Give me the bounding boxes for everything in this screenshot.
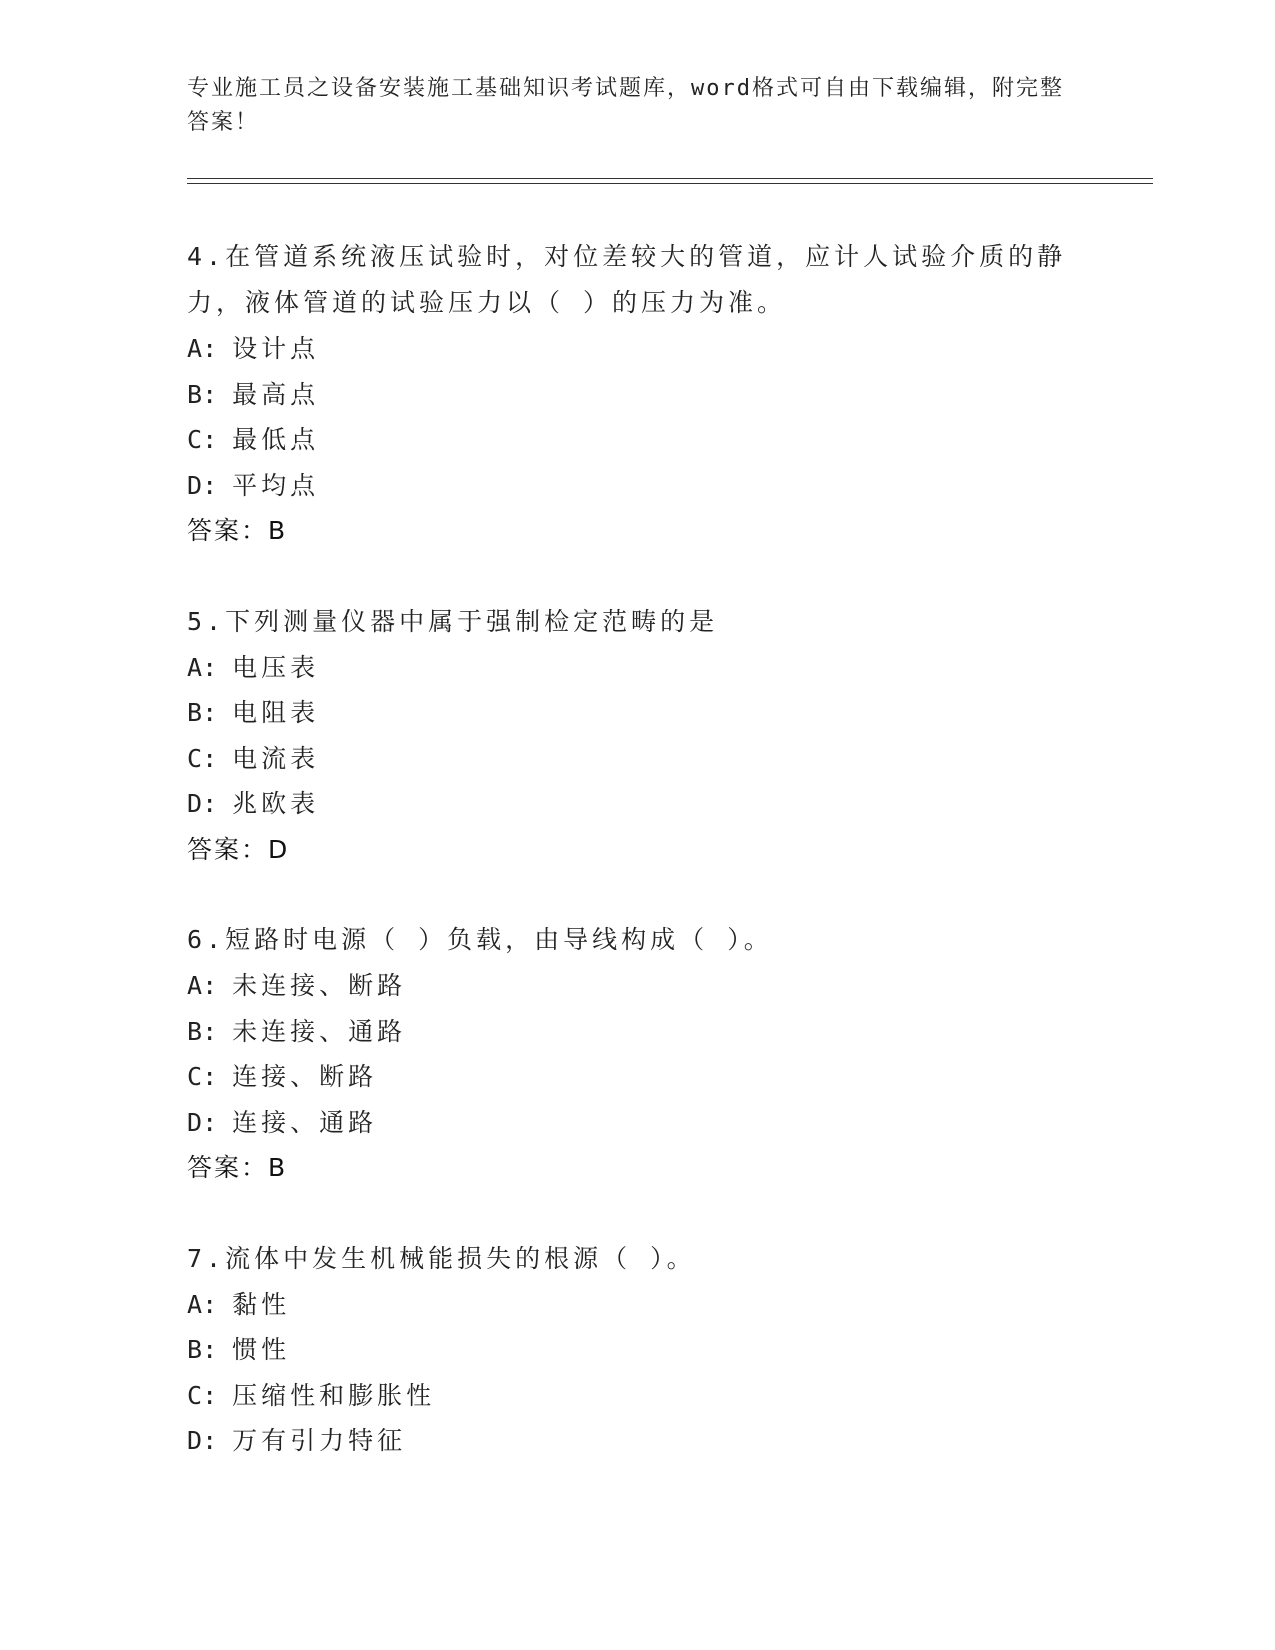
option-letter: B [187, 379, 203, 409]
answer-line: 答案：B [187, 1153, 288, 1182]
option-text: 未连接、断路 [232, 971, 407, 1000]
option-text: 电流表 [232, 743, 320, 773]
option-a: A: 黏性 [187, 1282, 1067, 1328]
option-text: 惯性 [232, 1335, 291, 1364]
answer-line: 答案：B [187, 516, 288, 545]
question-stem: 6.短路时电源（ ）负载，由导线构成（ ）。 [187, 925, 773, 954]
option-letter: B [187, 698, 203, 727]
option-text: 连接、断路 [232, 1062, 378, 1091]
option-text: 设计点 [232, 334, 320, 363]
header-divider-bottom [187, 183, 1153, 184]
option-a: A: 设计点 [187, 326, 1067, 372]
option-letter: A [187, 1289, 203, 1319]
document-header: 专业施工员之设备安装施工基础知识考试题库，word格式可自由下载编辑，附完整答案！ [187, 76, 1064, 135]
option-b: B: 未连接、通路 [187, 1009, 1067, 1055]
option-text: 电压表 [232, 652, 320, 682]
option-text: 压缩性和膨胀性 [232, 1380, 436, 1410]
option-letter: D [187, 789, 203, 818]
option-text: 兆欧表 [232, 789, 320, 818]
option-c: C: 连接、断路 [187, 1054, 1067, 1100]
option-d: D: 连接、通路 [187, 1100, 1067, 1146]
option-text: 未连接、通路 [232, 1016, 407, 1046]
option-b: B: 最高点 [187, 372, 1067, 418]
option-d: D: 兆欧表 [187, 781, 1067, 827]
question-5 [187, 599, 1067, 873]
option-text: 最低点 [232, 425, 320, 454]
question-6 [187, 917, 1067, 1191]
question-stem: 7.流体中发生机械能损失的根源（ ）。 [187, 1243, 696, 1273]
option-letter: D [187, 1426, 203, 1455]
option-text: 最高点 [232, 379, 320, 409]
option-text: 平均点 [232, 470, 320, 500]
option-a: A: 未连接、断路 [187, 963, 1067, 1009]
option-letter: A [187, 971, 203, 1000]
question-4 [187, 234, 1067, 554]
option-c: C: 最低点 [187, 417, 1067, 463]
option-b: B: 惯性 [187, 1327, 1067, 1373]
option-letter: D [187, 470, 203, 500]
option-letter: C [187, 1380, 203, 1410]
question-stem: 5.下列测量仪器中属于强制检定范畴的是 [187, 606, 719, 636]
option-c: C: 电流表 [187, 736, 1067, 782]
option-d: D: 万有引力特征 [187, 1418, 1067, 1464]
option-letter: A [187, 652, 203, 682]
question-7 [187, 1236, 1067, 1464]
answer-line: 答案：D [187, 834, 290, 864]
option-text: 黏性 [232, 1289, 291, 1319]
header-divider-top [187, 178, 1153, 179]
option-letter: A [187, 334, 203, 363]
question-list [187, 234, 1067, 1509]
option-text: 电阻表 [232, 698, 320, 727]
option-b: B: 电阻表 [187, 690, 1067, 736]
option-text: 连接、通路 [232, 1107, 378, 1137]
option-d: D: 平均点 [187, 463, 1067, 509]
option-letter: C [187, 1062, 203, 1091]
option-letter: C [187, 425, 203, 454]
question-stem: 4.在管道系统液压试验时，对位差较大的管道，应计人试验介质的静力，液体管道的试验压力以（ ）的压力为准。 [187, 242, 1067, 317]
option-letter: B [187, 1335, 203, 1364]
option-letter: C [187, 743, 203, 773]
option-c: C: 压缩性和膨胀性 [187, 1373, 1067, 1419]
option-letter: D [187, 1107, 203, 1137]
option-text: 万有引力特征 [232, 1426, 407, 1455]
option-a: A: 电压表 [187, 645, 1067, 691]
option-letter: B [187, 1016, 203, 1046]
